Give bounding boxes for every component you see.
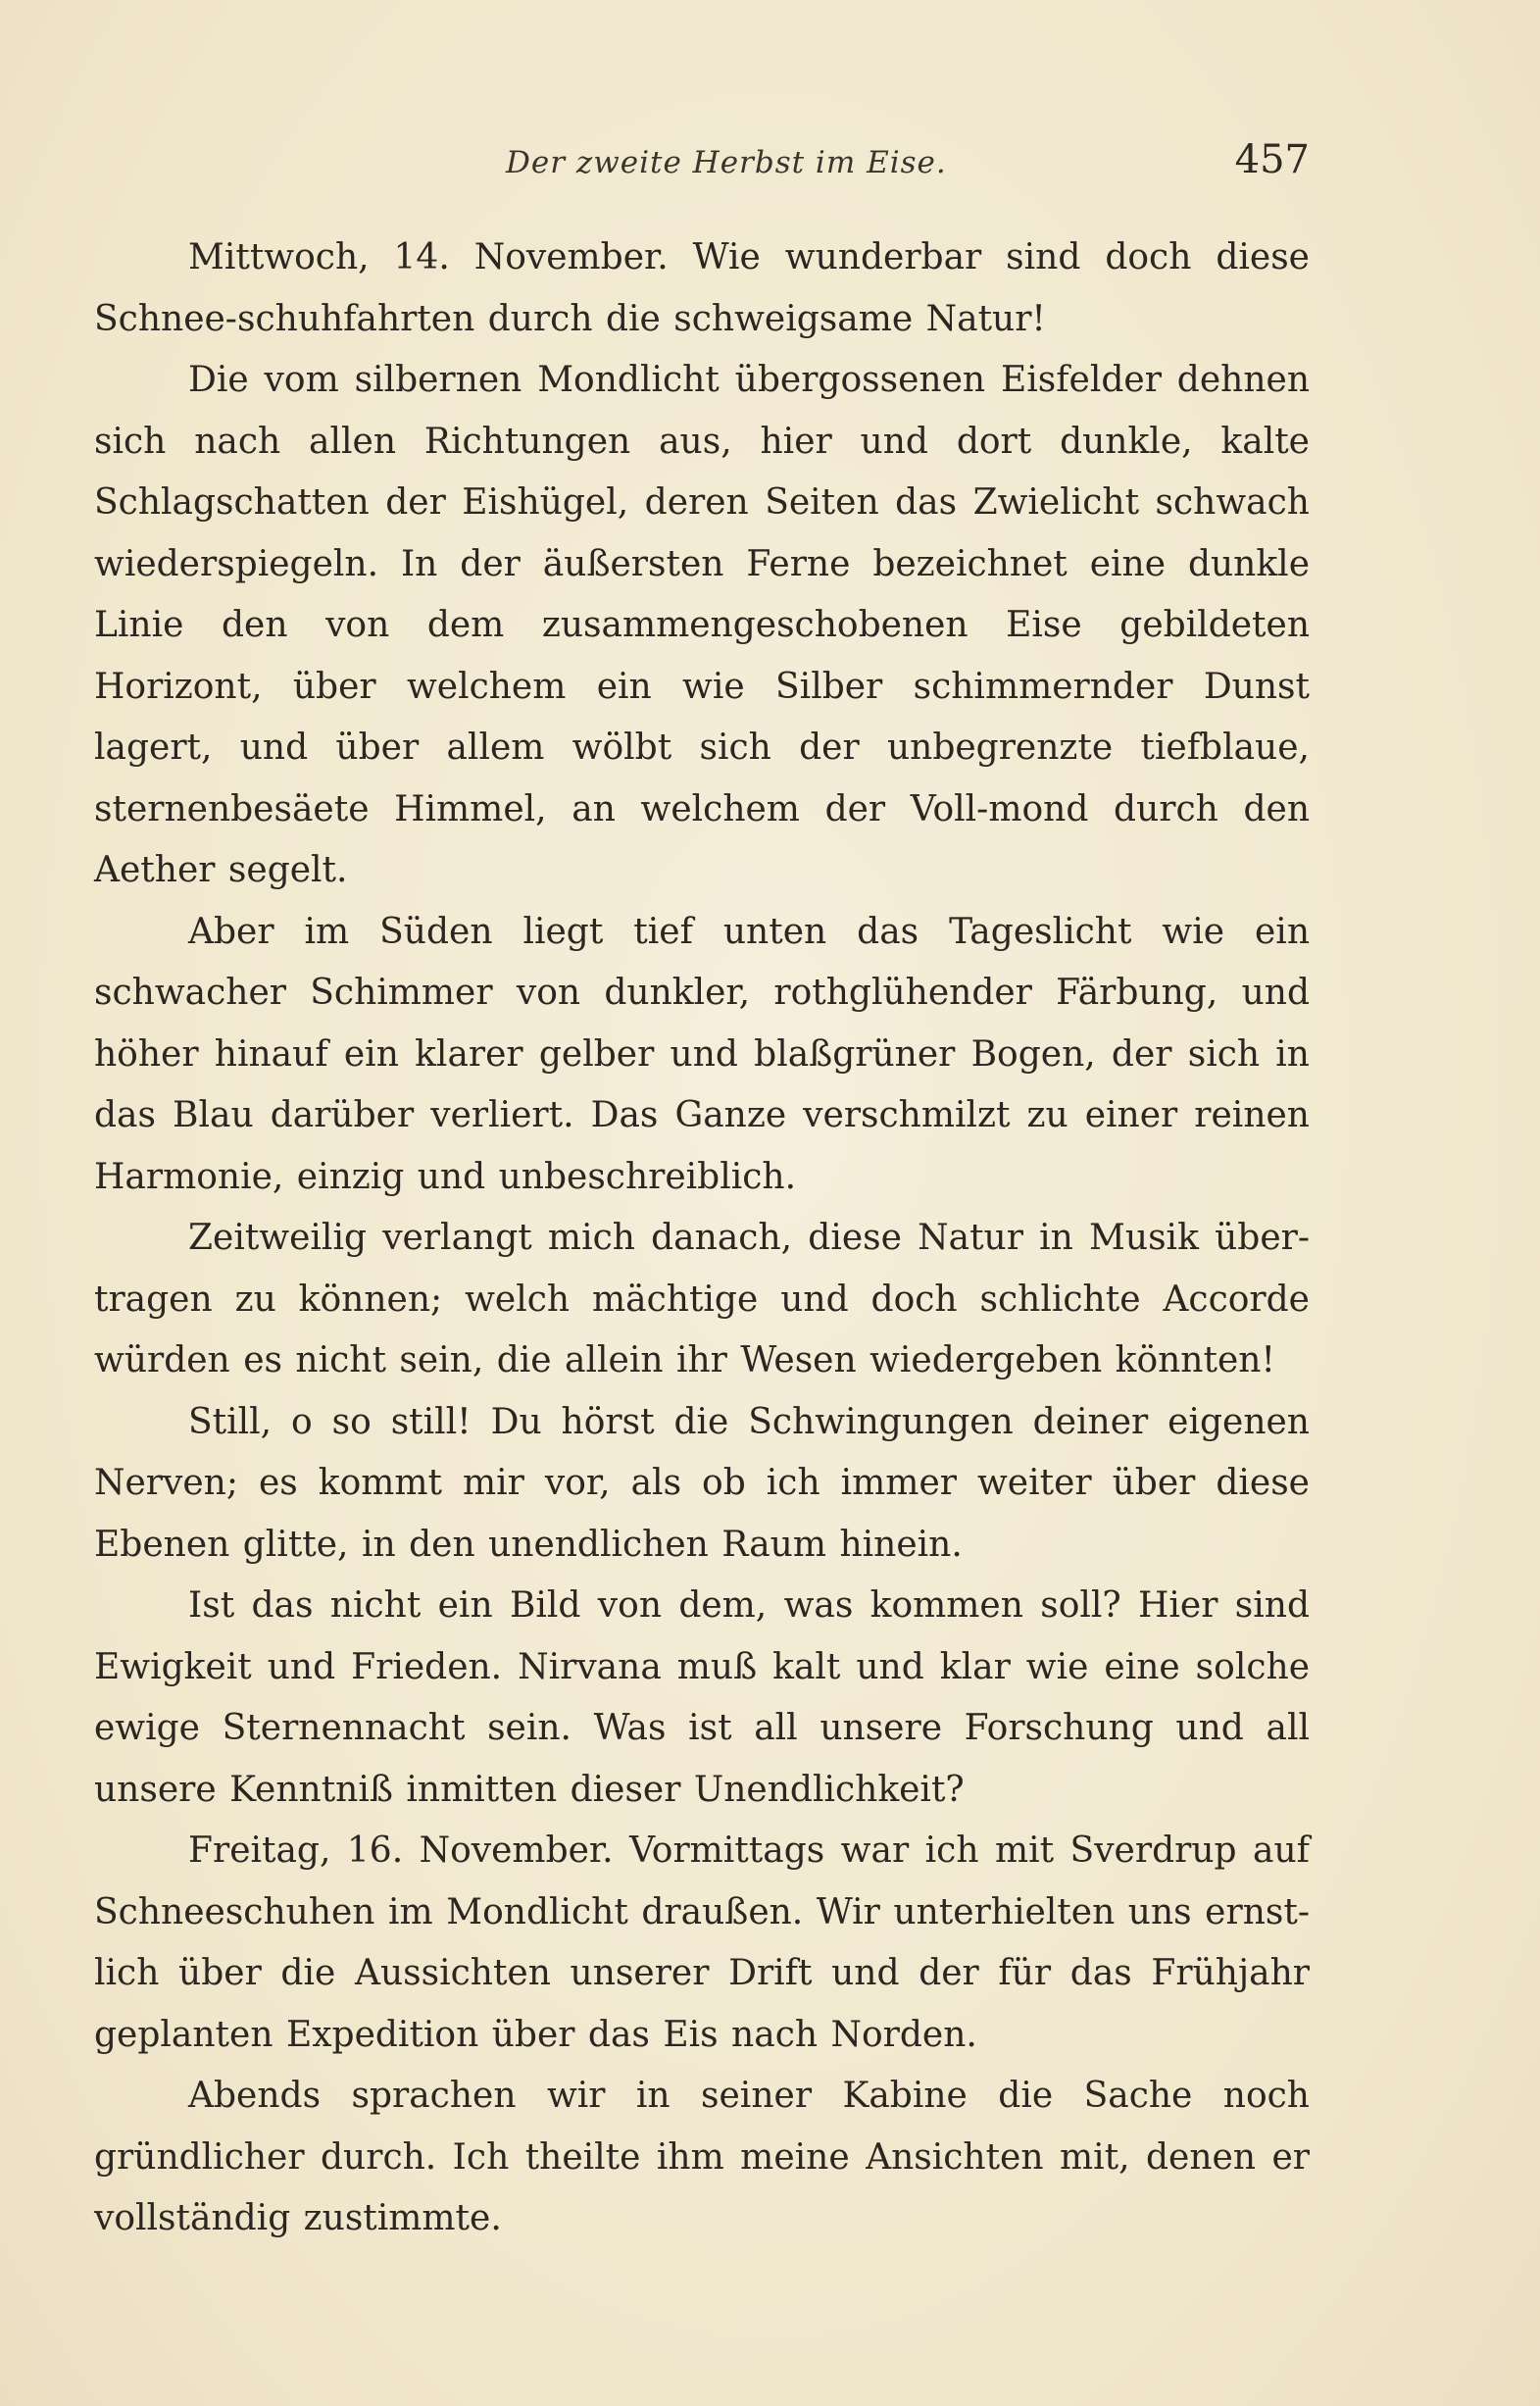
paragraph: Ist das nicht ein Bild von dem, was kommen soll? Hier sind Ewigkeit und Frieden. Nirvana muß kalt und klar wie eine solche ewige Sternennacht sein. Was ist all unsere Forschung und all unsere Kenntniß inmitten dieser Unendlichkeit? [94, 1585, 1310, 1810]
paragraph: Freitag, 16. November. Vormittags war ich mit Sverdrup auf Schneeschuhen im Mondlicht draußen. Wir unterhielten uns ernst-lich über die Aussichten unserer Drift und der für das Frühjahr geplanten Expedition über das Eis nach Norden. [94, 1830, 1310, 2055]
paragraph: Aber im Süden liegt tief unten das Tageslicht wie ein schwacher Schimmer von dunkler, rothglühender Färbung, und höher hinauf ein klarer gelber und blaßgrüner Bogen, der sich in das Blau darüber verliert. Das Ganze verschmilzt zu einer reinen Harmonie, einzig und unbeschreiblich. [94, 911, 1310, 1197]
body-text [94, 227, 1310, 2250]
paragraph: Zeitweilig verlangt mich danach, diese Natur in Musik über-tragen zu können; welch mächtige und doch schlichte Accorde würden es nicht sein, die allein ihr Wesen wiedergeben könnten! [94, 1218, 1310, 1380]
paragraph: Die vom silbernen Mondlicht übergossenen Eisfelder dehnen sich nach allen Richtungen aus, hier und dort dunkle, kalte Schlagschatten der Eishügel, deren Seiten das Zwielicht schwach wiederspiegeln. In der äußersten Ferne bezeichnet eine dunkle Linie den von dem zusammengeschobenen Eise gebildeten Horizont, über welchem ein wie Silber schimmernder Dunst lagert, und über allem wölbt sich der unbegrenzte tiefblaue, sternenbesäete Himmel, an welchem der Voll-mond durch den Aether segelt. [94, 360, 1310, 890]
paragraph: Mittwoch, 14. November. Wie wunderbar sind doch diese Schnee-schuhfahrten durch die schweigsame Natur! [94, 237, 1310, 339]
page-header [94, 137, 1310, 186]
running-title: Der zweite Herbst im Eise. [506, 145, 947, 180]
paragraph: Abends sprachen wir in seiner Kabine die Sache noch gründlicher durch. Ich theilte ihm meine Ansichten mit, denen er vollständig zustimmte. [94, 2076, 1310, 2238]
page-number: 457 [1234, 137, 1310, 182]
paragraph: Still, o so still! Du hörst die Schwingungen deiner eigenen Nerven; es kommt mir vor, als ob ich immer weiter über diese Ebenen glitte, in den unendlichen Raum hinein. [94, 1401, 1310, 1565]
